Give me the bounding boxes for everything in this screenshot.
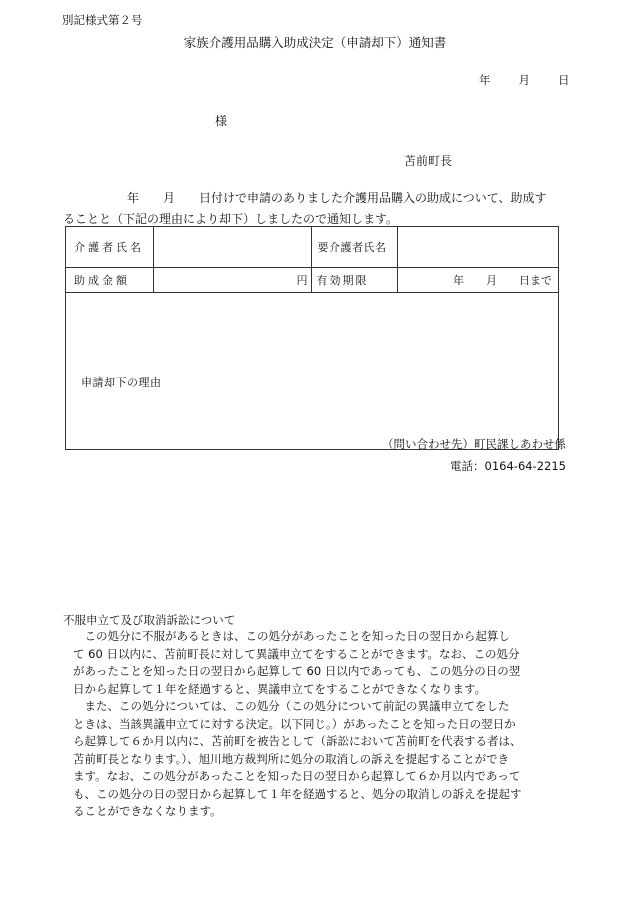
form-table: [65, 226, 559, 450]
caregiver-name-field[interactable]: [153, 227, 312, 268]
rejection-reason-box[interactable]: [66, 293, 559, 450]
contact-phone: 電話：0164-64-2215: [450, 459, 566, 473]
care-recipient-name-field[interactable]: [398, 227, 559, 268]
appeal-line: ます。なお、この処分があったことを知った日の翌日から起算して６か月以内であって: [73, 769, 521, 783]
appeal-line: て 60 日以内に、苫前町長に対して異議申立てをすることができます。なお、この処分: [73, 646, 520, 661]
date-day: 日: [558, 73, 570, 87]
appeal-line: 苫前町長となります。）、旭川地方裁判所に処分の取消しの訴えを提起することができ: [73, 751, 510, 766]
document-title: 家族介護用品購入助成決定（申請却下）通知書: [183, 35, 447, 50]
subsidy-amount-field[interactable]: [153, 268, 312, 293]
appeal-line: また、この処分については、この処分（この処分について前記の異議申立てをした: [73, 699, 510, 713]
appeal-line: 日から起算して１年を経過すると、異議申立てをすることができなくなります。: [73, 681, 487, 696]
intro-line-2: ることと（下記の理由により却下）しましたので通知します。: [63, 212, 399, 226]
intro-line-1: 年 月 日付けで申請のありました介護用品購入の助成について、助成す: [127, 191, 547, 205]
recipient-honorific: 様: [215, 114, 228, 128]
contact-department: （問い合わせ先）町民課しあわせ係: [382, 437, 566, 451]
form-number: 別記様式第２号: [62, 13, 143, 27]
issue-date: [479, 72, 570, 88]
issuer-name: 苫前町長: [404, 154, 453, 168]
caregiver-name-label: 介護者氏名: [66, 227, 154, 268]
yen-unit: 円: [296, 274, 308, 287]
appeal-line: この処分に不服があるときは、この処分があったことを知った日の翌日から起算し: [73, 629, 510, 643]
subsidy-amount-label: 助成金額: [66, 268, 154, 293]
appeal-line: があったことを知った日の翌日から起算して 60 日以内であっても、この処分の日の翌: [73, 664, 521, 678]
appeal-section-text: [73, 628, 522, 821]
appeal-line: ときは、当該異議申立てに対する決定。以下同じ。）があったことを知った日の翌日か: [73, 716, 516, 731]
intro-text: [63, 188, 547, 230]
appeal-line: ることができなくなります。: [73, 804, 222, 818]
validity-label: 有効期限: [312, 268, 398, 293]
date-year: 年: [479, 73, 491, 87]
validity-period-field[interactable]: 年 月 日まで: [398, 268, 559, 293]
appeal-section-title: 不服申立て及び取消訴訟について: [63, 613, 236, 627]
rejection-reason-label: 申請却下の理由: [81, 376, 162, 389]
appeal-line: ら起算して６か月以内に、苫前町を被告として（訴訟において苫前町を代表する者は、: [73, 734, 522, 748]
date-month: 月: [518, 73, 530, 87]
appeal-line: も、この処分の日の翌日から起算して１年を経過すると、処分の取消しの訴えを提起す: [73, 786, 522, 801]
care-recipient-name-label: 要介護者氏名: [312, 227, 398, 268]
